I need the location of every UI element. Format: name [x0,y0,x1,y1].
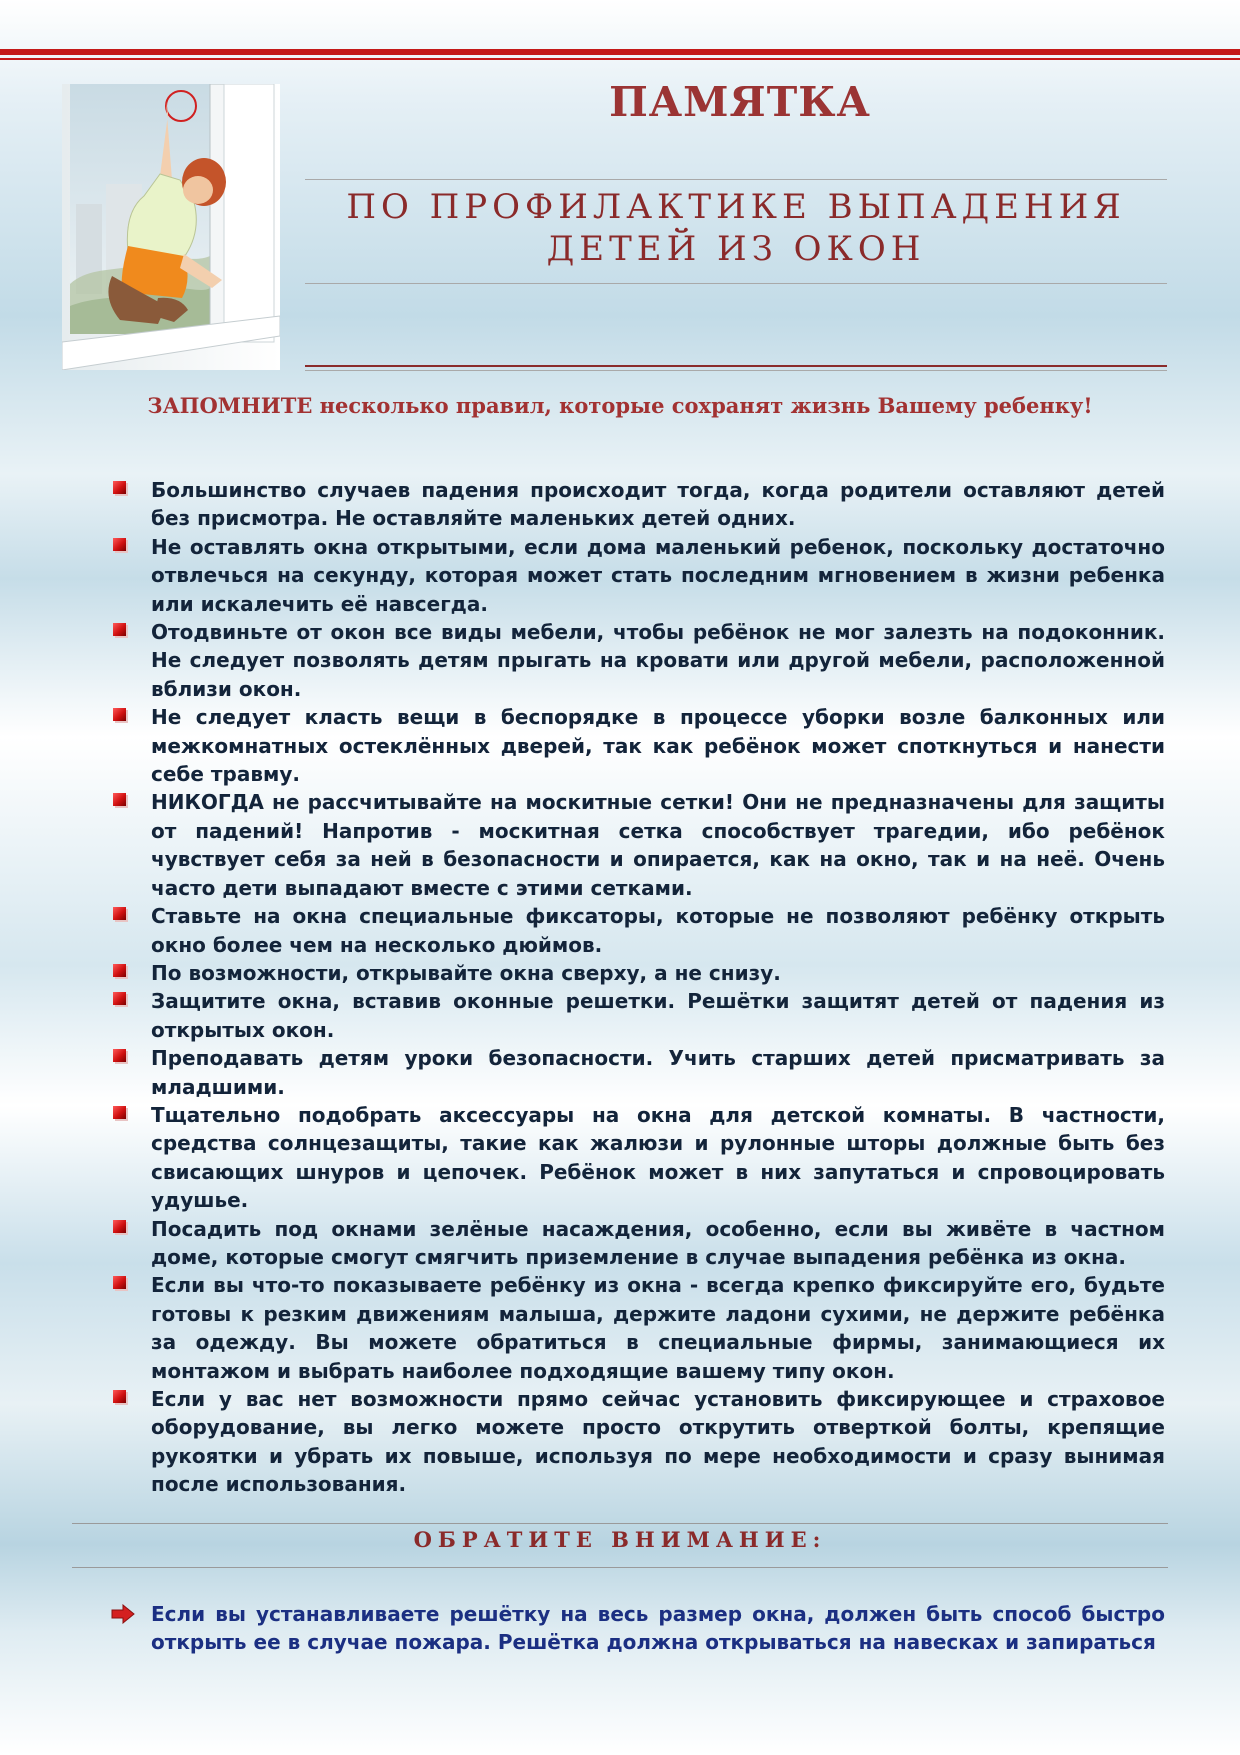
rule-text: Ставьте на окна специальные фиксаторы, которые не позволяют ребёнку открыть окно более чем на несколько дюймов. [151,904,1165,957]
list-item [110,959,1165,987]
rule-text: Если вы что-то показываете ребёнку из окна - всегда крепко фиксируйте его, будьте готовы к резким движениям малыша, держите ладони сухими, не держите ребёнка за одежду. Вы можете обратиться в специальные фирмы, занимающиеся их монтажом и выбрать наиболее подходящие вашему типу окон. [151,1273,1165,1383]
rule-text: Тщательно подобрать аксессуары на окна для детской комнаты. В частности, средства солнцезащиты, такие как жалюзи и рулонные шторы должные быть без свисающих шнуров и цепочек. Ребёнок может в них запутаться и спровоцировать удушье. [151,1102,1165,1213]
attention-note [110,1600,1165,1670]
list-item [110,618,1165,703]
red-square-bullet-icon [113,538,126,551]
list-item [110,703,1165,788]
red-square-bullet-icon [113,623,126,636]
child-climbing-window-illustration [62,84,280,370]
rule-text: Отодвиньте от окон все виды мебели, чтобы ребёнок не мог залезть на подоконник. Не следует позволять детям прыгать на кровати или другой мебели, расположенной вблизи окон. [151,620,1165,701]
red-square-bullet-icon [113,964,126,977]
list-item [110,1101,1165,1215]
top-red-bar [0,49,1240,55]
rule-text: По возможности, открывайте окна сверху, а не снизу. [151,960,781,985]
list-item [110,987,1165,1044]
red-square-bullet-icon [113,1276,126,1289]
rule-text: Преподавать детям уроки безопасности. Учить старших детей присматривать за младшими. [151,1046,1165,1099]
rules-list [110,476,1165,1499]
page-title: ПАМЯТКА [609,78,871,126]
red-square-bullet-icon [113,992,126,1005]
title-divider-bottom-thin [305,370,1167,371]
rule-text: Не следует класть вещи в беспорядке в процессе уборки возле балконных или межкомнатных остеклённых дверей, так как ребёнок может споткнуться и нанести себе травму. [151,705,1165,787]
red-square-bullet-icon [113,481,126,494]
rule-text: НИКОГДА не рассчитывайте на москитные сетки! Они не предназначены для защиты от падений! Напротив - москитная сетка способствует трагедии, ибо ребёнок чувствует себя за ней в безопасности и опирается, как на окно, так и на неё. Очень часто дети выпадают вместе с этими сетками. [151,790,1165,900]
title-divider-top [305,179,1167,180]
page-subtitle [305,186,1167,270]
rule-text: Защитите окна, вставив оконные решетки. Решётки защитят детей от падения из открытых окон. [151,989,1165,1042]
rule-text: Не оставлять окна открытыми, если дома маленький ребенок, поскольку достаточно отвлечься на секунду, которая может стать последним мгновением в жизни ребенка или искалечить её навсегда. [151,534,1165,616]
list-item [110,1385,1165,1499]
red-square-bullet-icon [113,708,126,721]
red-arrow-icon [111,1604,135,1628]
red-square-bullet-icon [113,1049,126,1062]
subtitle-line-1: ПО ПРОФИЛАКТИКЕ ВЫПАДЕНИЯ [346,187,1126,227]
list-item [110,1215,1165,1272]
list-item [110,533,1165,618]
attention-note-text: Если вы устанавливаете решётку на весь размер окна, должен быть способ быстро открыть ее в случае пожара. Решётка должна открываться на навесках и запираться [151,1602,1165,1655]
list-item [110,788,1165,902]
list-item [110,1271,1165,1385]
list-item [110,1044,1165,1101]
rule-text: Большинство случаев падения происходит тогда, когда родители оставляют детей без присмотра. Не оставляйте маленьких детей одних. [151,478,1165,531]
rule-text: Посадить под окнами зелёные насаждения, особенно, если вы живёте в частном доме, которые смогут смягчить приземление в случае выпадения ребёнка из окна. [151,1216,1165,1269]
remember-heading: ЗАПОМНИТЕ несколько правил, которые сохранят жизнь Вашему ребенку! [147,393,1093,418]
list-item [110,902,1165,959]
attention-heading: ОБРАТИТЕ ВНИМАНИЕ: [413,1527,827,1552]
rule-text: Если у вас нет возможности прямо сейчас установить фиксирующее и страховое оборудование, вы легко можете просто открутить отверткой болты, крепящие рукоятки и убрать их повыше, используя по мере необходимости и сразу вынимая после использования. [151,1387,1165,1497]
list-item [110,476,1165,533]
subtitle-line-2: ДЕТЕЙ ИЗ ОКОН [546,229,926,269]
red-square-bullet-icon [113,1390,126,1403]
title-divider-bottom [305,365,1167,367]
attention-divider-bottom [72,1567,1168,1568]
red-square-bullet-icon [113,1106,126,1119]
attention-divider-top [72,1523,1168,1524]
red-square-bullet-icon [113,907,126,920]
red-square-bullet-icon [113,793,126,806]
red-square-bullet-icon [113,1220,126,1233]
top-red-thin-bar [0,58,1240,60]
title-divider-middle [305,283,1167,284]
